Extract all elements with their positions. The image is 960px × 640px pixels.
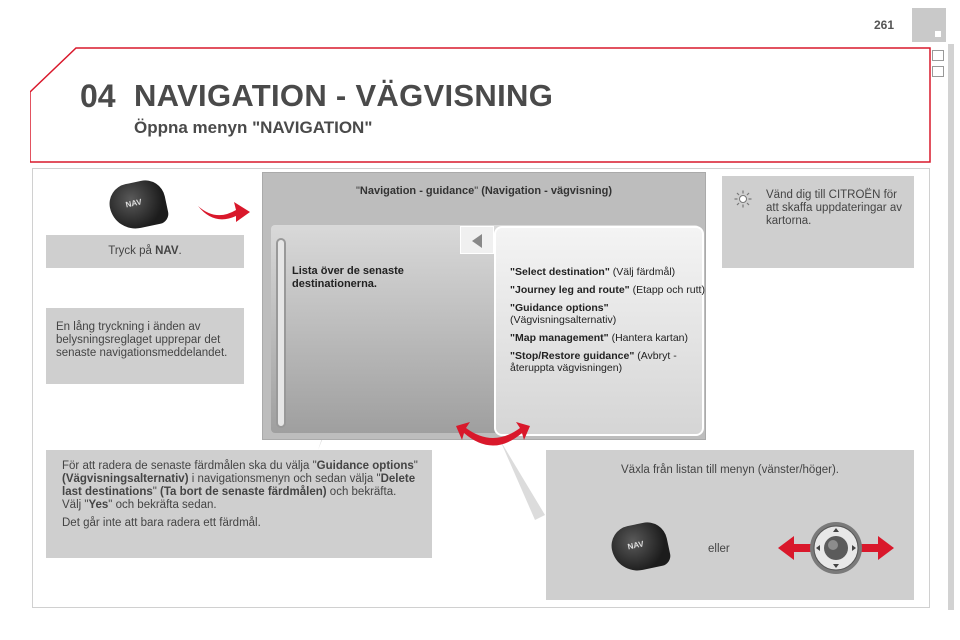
menu-item-map-management[interactable]: "Map management" (Hantera kartan) [510, 332, 689, 344]
chapter-title: NAVIGATION - VÄGVISNING [134, 78, 554, 113]
screen-title: "Navigation - guidance" (Navigation - vägvisning) [356, 185, 612, 197]
update-tip-box: Vänd dig till CITROËN för att skaffa uppdateringar av kartorna. [722, 176, 914, 268]
switch-note-box: Växla från listan till menyn (vänster/höger). eller [546, 450, 914, 600]
sun-icon [734, 190, 752, 208]
menu-item-journey-leg[interactable]: "Journey leg and route" (Etapp och rutt) [510, 284, 705, 296]
nav-button-icon-bottom: NAV [608, 519, 672, 576]
nav-button-icon: NAV [106, 177, 170, 234]
page-number: 261 [874, 18, 895, 32]
menu-item-guidance-options[interactable]: "Guidance options" (Vägvisningsalternativ) [510, 302, 617, 326]
recent-destinations-label: Lista över de senaste destinationerna. [292, 265, 404, 290]
menu-list [510, 266, 706, 380]
long-press-note: En lång tryckning i änden av belysningsreglaget upprepar det senaste navigationsmeddelandet. [46, 308, 244, 384]
joystick-icon [776, 520, 896, 580]
press-nav-box: Tryck på NAV. [46, 235, 244, 268]
chapter-subtitle: Öppna menyn "NAVIGATION" [134, 118, 373, 137]
switch-arrows-icon [448, 418, 538, 460]
corner-tab [912, 8, 946, 42]
side-rule [948, 44, 954, 610]
chapter-number: 04 [80, 78, 116, 114]
delete-destinations-note: För att radera de senaste färdmålen ska du välja "Guidance options" (Vägvisningsalternativ) i navigationsmenyn och sedan välja "Delete last destinations" (Ta bort de senaste färdmålen) och bekräfta. Välj "Yes" och bekräfta sedan. Det går inte att bara radera ett färdmål. [46, 450, 432, 558]
back-arrow-icon[interactable] [460, 226, 494, 254]
list-scrollbar[interactable] [276, 238, 286, 428]
menu-item-stop-restore[interactable]: "Stop/Restore guidance" (Avbryt - återuppta vägvisningen) [510, 350, 677, 374]
menu-item-select-destination[interactable]: "Select destination" (Välj färdmål) [510, 266, 676, 278]
arrow-right-icon [196, 196, 252, 226]
